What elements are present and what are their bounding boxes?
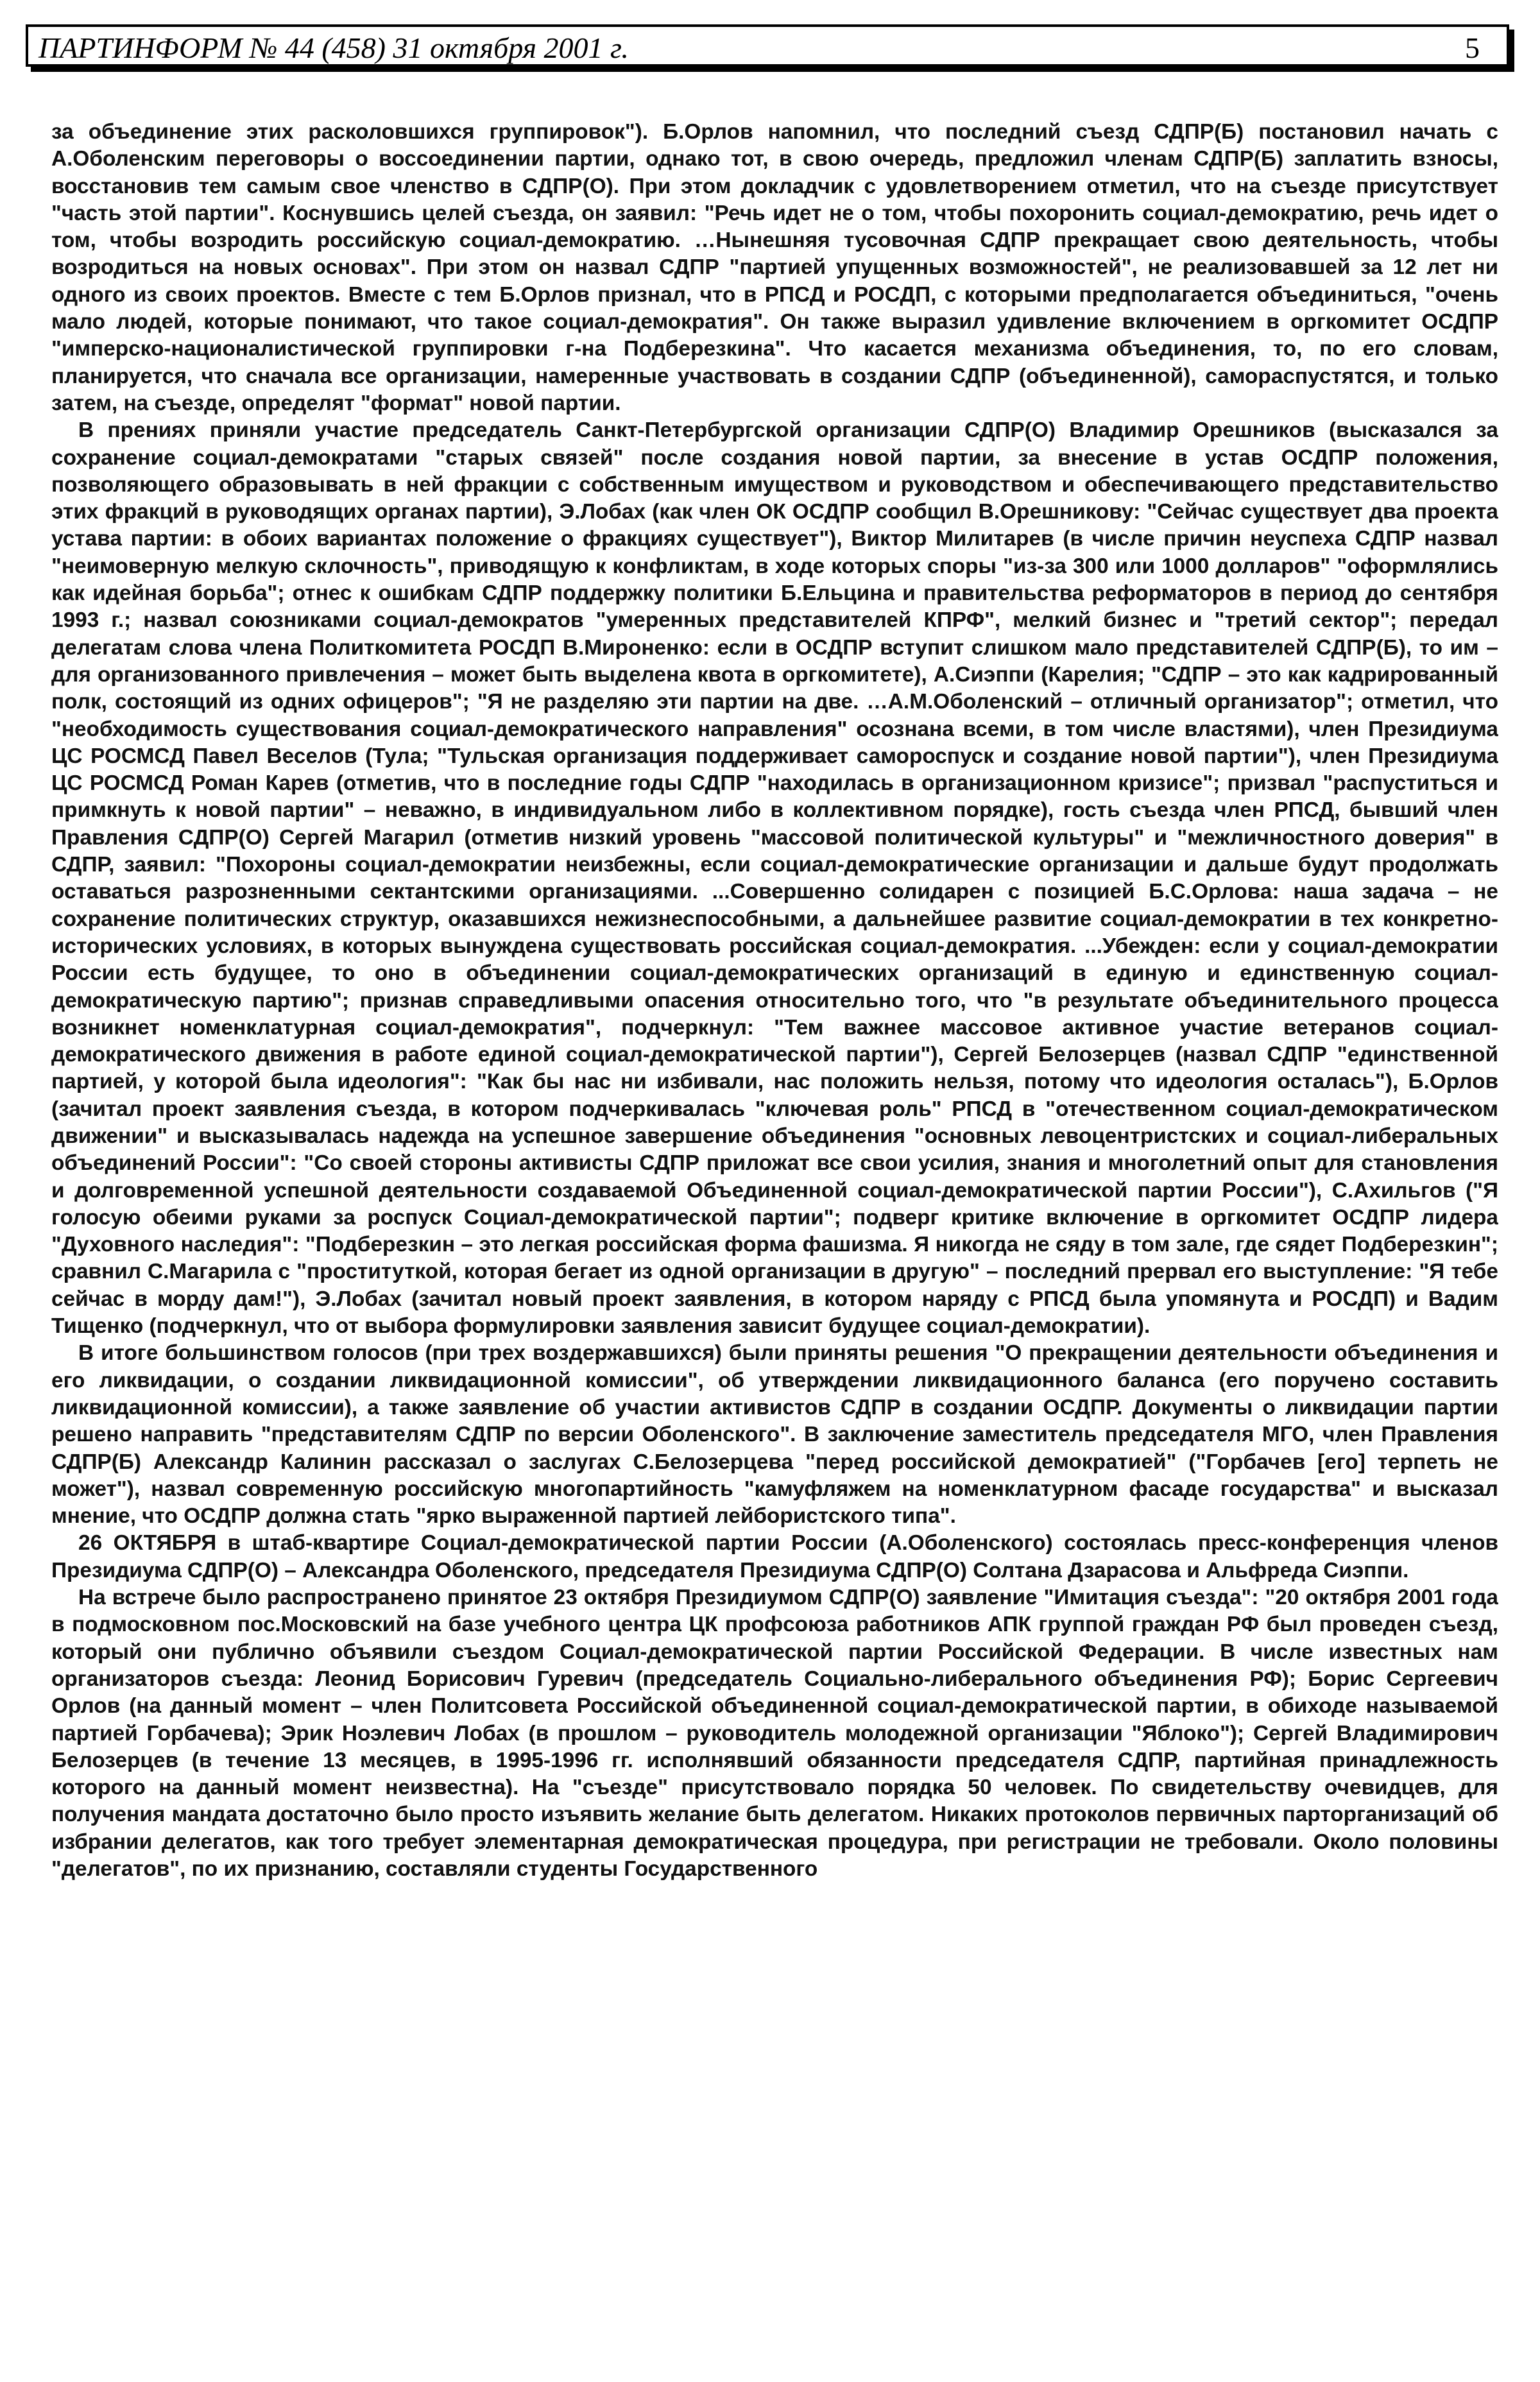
paragraph-5: На встрече было распространено принятое 23 октября Президиумом СДПР(О) заявление "Имитация съезда": "20 октября 2001 года в подмосковном пос.Московский на базе учебного центра ЦК профсоюза работников АПК группой граждан РФ был проведен съезд, который они публично объявили съездом Социал-демократической партии Российской Федерации. В числе известных нам организаторов съезда: Леонид Борисович Гуревич (председатель Социально-либерального объединения РФ); Борис Сергеевич Орлов (на данный момент – член Политсовета Российской объединенной социал-демократической партии, в обиходе называемой партией Горбачева); Эрик Ноэлевич Лобах (в прошлом – руководитель молодежной организации "Яблоко"); Сергей Владимирович Белозерцев (в течение 13 месяцев, в 1995-1996 гг. исполнявший обязанности председателя СДПР, партийная принадлежность которого на данный момент неизвестна). На "съезде" присутствовало порядка 50 человек. По свидетельству очевидцев, для получения мандата достаточно было просто изъявить желание быть делегатом. Никаких протоколов первичных парторганизаций об избрании делегатов, как того требует элементарная демократическая процедура, при регистрации не требовали. Около половины "делегатов", по их признанию, составляли студенты Государственного [51,1586,1498,1881]
page-number: 5 [1465,31,1480,64]
article-body [51,119,1498,2365]
page-header [26,24,1509,67]
newspaper-title: ПАРТИНФОРМ № 44 (458) 31 октября 2001 г. [38,31,629,64]
paragraph-4: 26 ОКТЯБРЯ в штаб-квартире Социал-демократической партии России (А.Оболенского) состоялась пресс-конференция членов Президиума СДПР(О) – Александра Оболенского, председателя Президиума СДПР(О) Солтана Дзарасова и Альфреда Сиэппи. [51,1531,1498,1582]
paragraph-1: за объединение этих расколовшихся группировок"). Б.Орлов напомнил, что последний съезд СДПР(Б) постановил начать с А.Оболенским переговоры о воссоединении партии, однако тот, в свою очередь, предложил членам СДПР(Б) заплатить взносы, восстановив тем самым свое членство в СДПР(О). При этом докладчик с удовлетворением отметил, что на съезде присутствует "часть этой партии". Коснувшись целей съезда, он заявил: "Речь идет не о том, чтобы похоронить социал-демократию, речь идет о том, чтобы возродить российскую социал-демократию. …Нынешняя тусовочная СДПР прекращает свою деятельность, чтобы возродиться на новых основах". При этом он назвал СДПР "партией упущенных возможностей", не реализовавшей за 12 лет ни одного из своих проектов. Вместе с тем Б.Орлов признал, что в РПСД и РОСДП, с которыми предполагается объединиться, "очень мало людей, которые понимают, что такое социал-демократия". Он также выразил удивление включением в оргкомитет ОСДПР "имперско-националистической группировки г-на Подберезкина". Что касается механизма объединения, то, по его словам, планируется, что сначала все организации, намеренные участвовать в создании СДПР (объединенной), самораспустятся, и только затем, на съезде, определят "формат" новой партии. [51,120,1498,415]
paragraph-3: В итоге большинством голосов (при трех воздержавшихся) были приняты решения "О прекращении деятельности объединения и его ликвидации, о создании ликвидационной комиссии", об утверждении ликвидационного баланса (его поручено составить ликвидационной комиссии), а также заявление об участии активистов СДПР в создании ОСДПР. Документы о ликвидации партии решено направить "представителям СДПР по версии Оболенского". В заключение заместитель председателя МГО, член Правления СДПР(Б) Александр Калинин рассказал о заслугах С.Белозерцева "перед российской демократией" ("Горбачев [его] терпеть не может"), назвал современную российскую многопартийность "камуфляжем на номенклатурном фасаде государства" и высказал мнение, что ОСДПР должна стать "ярко выраженной партией лейбористского типа". [51,1341,1498,1529]
paragraph-2: В прениях приняли участие председатель Санкт-Петербургской организации СДПР(О) Владимир Орешников (высказался за сохранение социал-демократами "старых связей" после создания новой партии, за внесение в устав ОСДПР положения, позволяющего образовывать в ней фракции с собственным имуществом и руководством и обеспечивающего представительство этих фракций в руководящих органах партии), Э.Лобах (как член ОК ОСДПР сообщил В.Орешникову: "Сейчас существует два проекта устава партии: в обоих вариантах положение о фракциях существует"), Виктор Милитарев (в числе причин неуспеха СДПР назвал "неимоверную мелкую склочность", приводящую к конфликтам, в ходе которых споры "из-за 300 или 1000 долларов" "оформлялись как идейная борьба"; отнес к ошибкам СДПР поддержку политики Б.Ельцина и правительства реформаторов в период до сентября 1993 г.; назвал союзниками социал-демократов "умеренных представителей КПРФ", мелкий бизнес и "третий сектор"; передал делегатам слова члена Политкомитета РОСДП В.Мироненко: если в ОСДПР вступит слишком мало представителей СДПР(Б), то им – для организованного привлечения – может быть выделена квота в оргкомитете), А.Сиэппи (Карелия; "СДПР – это как кадрированный полк, состоящий из одних офицеров"; "Я не разделяю эти партии на две. …А.М.Оболенский – отличный организатор"; отметил, что "необходимость существования социал-демократического направления" осознана всеми, в том числе властями), член Президиума ЦС РОСМСД Павел Веселов (Тула; "Тульская организация поддерживает самороспуск и создание новой партии"), член Президиума ЦС РОСМСД Роман Карев (отметив, что в последние годы СДПР "находилась в организационном кризисе"; призвал "распуститься и примкнуть к новой партии" – неважно, в индивидуальном либо в коллективном порядке), гость съезда член РПСД, бывший член Правления СДПР(О) Сергей Магарил (отметив низкий уровень "массовой политической культуры" и "межличностного доверия" в СДПР, заявил: "Похороны социал-демократии неизбежны, если социал-демократические организации и дальше будут продолжать оставаться разрозненными сектантскими организациями. ...Совершенно солидарен с позицией Б.С.Орлова: наша задача – не сохранение политических структур, оказавшихся нежизнеспособными, а дальнейшее развитие социал-демократии в тех конкретно-исторических условиях, в которых вынуждена существовать российская социал-демократия. ...Убежден: если у социал-демократии России есть будущее, то оно в объединении социал-демократических организаций в единую и единственную социал-демократическую партию"; признав справедливыми опасения относительно того, что "в результате объединительного процесса возникнет номенклатурная социал-демократия", подчеркнул: "Тем важнее массовое активное участие ветеранов социал-демократического движения в работе единой социал-демократической партии"), Сергей Белозерцев (назвал СДПР "единственной партией, у которой была идеология": "Как бы нас ни избивали, нас положить нельзя, потому что идеология осталась"), Б.Орлов (зачитал проект заявления съезда, в котором подчеркивалась "ключевая роль" РПСД в "отечественном социал-демократическом движении" и высказывалась надежда на успешное завершение объединения "основных левоцентристских и социал-либеральных объединений России": "Со своей стороны активисты СДПР приложат все свои усилия, знания и многолетний опыт для становления и долговременной успешной деятельности создаваемой Объединенной социал-демократической партии России"), С.Ахильгов ("Я голосую обеими руками за роспуск Социал-демократической партии"; подверг критике включение в оргкомитет ОСДПР лидера "Духовного наследия": "Подберезкин – это легкая российская форма фашизма. Я никогда не сяду в том зале, где сядет Подберезкин"; сравнил С.Магарила с "проституткой, которая бегает из одной организации в другую" – последний прервал его выступление: "Я тебе сейчас в морду дам!"), Э.Лобах (зачитал новый проект заявления, в котором наряду с РПСД была упомянута и РОСДП) и Вадим Тищенко (подчеркнул, что от выбора формулировки заявления зависит будущее социал-демократии). [51,418,1498,1339]
